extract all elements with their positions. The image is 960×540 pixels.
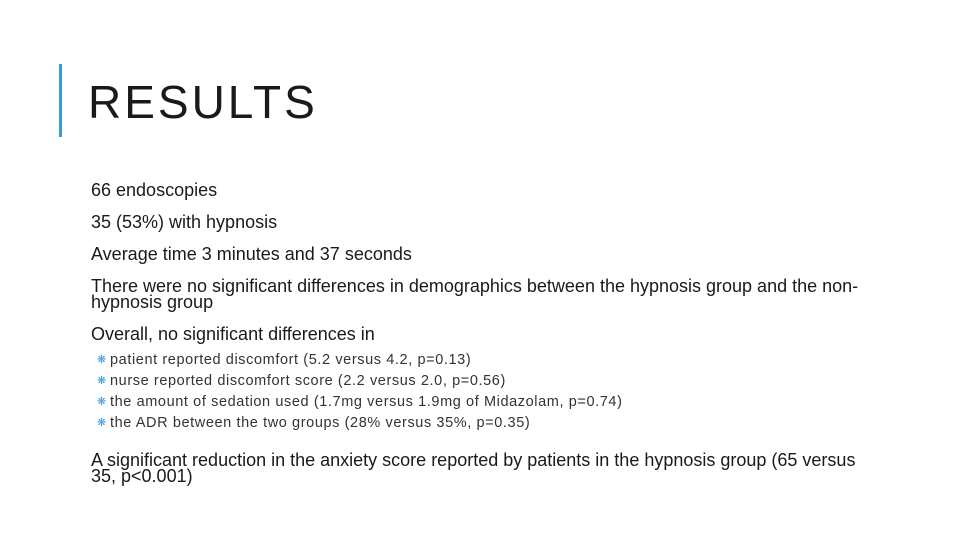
result-demographics: There were no significant differences in demographics between the hypnosis group and the non-hypnosis group (91, 276, 859, 312)
asterisk-bullet-icon: ❋ (97, 396, 107, 408)
asterisk-bullet-icon: ❋ (97, 417, 107, 429)
list-item (97, 350, 871, 371)
result-hypnosis-count: 35 (53%) with hypnosis (91, 212, 278, 232)
list-item (97, 392, 871, 413)
overall-differences-list (91, 350, 871, 444)
slide-title: RESULTS (88, 76, 318, 128)
list-item-text: nurse reported discomfort score (2.2 versus 2.0, p=0.56) (110, 373, 506, 389)
list-item-text: the amount of sedation used (1.7mg versus 1.9mg of Midazolam, p=0.74) (110, 394, 623, 410)
list-item (97, 413, 871, 434)
result-overall-intro: Overall, no significant differences in (91, 324, 375, 344)
list-item-text: the ADR between the two groups (28% versus 35%, p=0.35) (110, 415, 531, 431)
list-item-text: patient reported discomfort (5.2 versus 4.2, p=0.13) (110, 352, 472, 368)
result-anxiety-reduction: A significant reduction in the anxiety score reported by patients in the hypnosis group (65 versus 35, p<0.001) (91, 450, 856, 486)
asterisk-bullet-icon: ❋ (97, 354, 107, 366)
result-endoscopies-count: 66 endoscopies (91, 180, 218, 200)
result-average-time: Average time 3 minutes and 37 seconds (91, 244, 412, 264)
asterisk-bullet-icon: ❋ (97, 375, 107, 387)
title-accent-bar (59, 64, 62, 137)
slide-body (91, 176, 871, 492)
list-item (97, 371, 871, 392)
